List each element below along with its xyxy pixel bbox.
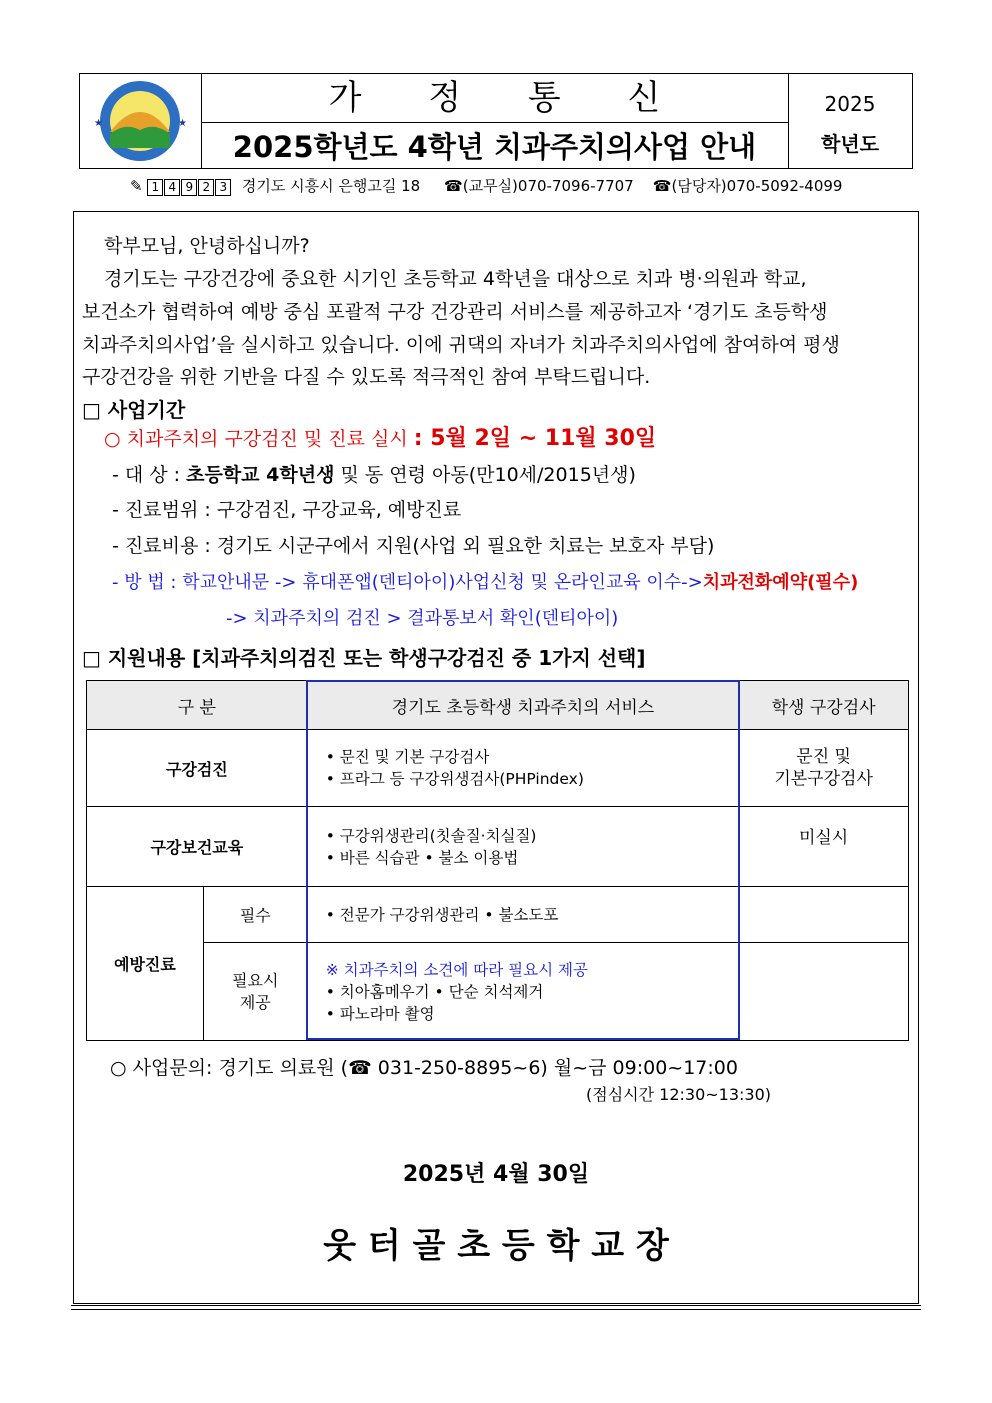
student-cell: 미실시 — [739, 807, 909, 887]
intro-line-2: 보건소가 협력하여 예방 중심 포괄적 구강 건강관리 서비스를 제공하고자 ‘경기도 초등학생 — [82, 301, 828, 323]
school-year — [788, 74, 912, 168]
zip-digit: 1 — [147, 179, 163, 196]
cost-line: - 진료비용 : 경기도 시군구에서 지원(사업 외 필요한 치료는 보호자 부담) — [112, 535, 715, 557]
method-continuation: -> 치과주치의 검진 > 결과통보서 확인(덴티아이) — [226, 608, 619, 629]
sub-label-line: 필요시 — [232, 970, 279, 990]
school-logo-cell — [80, 74, 202, 168]
bottom-double-rule — [71, 1305, 921, 1310]
zip-digit: 4 — [164, 179, 180, 196]
student-cell — [739, 943, 909, 1041]
service-item: • 프라그 등 구강위생검사(PHPindex) — [325, 770, 584, 788]
method-red: 치과전화예약(필수) — [702, 572, 859, 593]
school-address-line — [130, 175, 842, 196]
service-cell — [307, 943, 739, 1041]
header-titles — [201, 74, 789, 168]
circle-bullet: ○ — [104, 428, 121, 450]
support-table — [86, 680, 909, 1041]
service-cell — [307, 730, 739, 807]
method-line — [112, 566, 858, 599]
zip-digit: 3 — [215, 179, 231, 196]
letter-header — [79, 73, 913, 169]
table-row — [87, 730, 909, 807]
intro-line-3: 치과주치의사업’을 실시하고 있습니다. 이에 귀댁의 자녀가 치과주치의사업에 참여하여 평생 — [82, 334, 840, 356]
service-item: • 치아홈메우기 • 단순 치석제거 — [325, 982, 544, 1001]
principal-signature: 웃 터 골 초 등 학 교 장 — [323, 1226, 669, 1266]
col-student: 학생 구강검사 — [739, 681, 909, 730]
row-label: 구강보건교육 — [87, 807, 308, 887]
target-bold: 초등학교 4학년생 — [186, 464, 335, 486]
office-phone: ☎(교무실)070-7096-7707 — [444, 177, 634, 195]
table-header-row — [87, 681, 909, 730]
sub-label — [203, 943, 307, 1041]
period-heading: □ 사업기간 — [82, 398, 186, 422]
svg-text:★: ★ — [178, 118, 187, 129]
target-label: - 대 상 : — [112, 464, 187, 486]
lunch-time: (점심시간 12:30~13:30) — [586, 1085, 772, 1104]
year-suffix: 학년도 — [821, 132, 879, 156]
student-cell — [739, 730, 909, 807]
school-logo — [80, 74, 201, 167]
period-label: 치과주치의 구강검진 및 진료 실시 — [126, 428, 414, 450]
service-item: • 바른 식습관 • 불소 이용법 — [325, 848, 519, 867]
method-text: 학교안내문 -> 휴대폰앱(덴티아이)사업신청 및 온라인교육 이수-> — [182, 572, 703, 593]
inquiry-line: ○ 사업문의: 경기도 의료원 (☎ 031-250-8895~6) 월~금 09:00~17:00 — [110, 1057, 738, 1079]
period-line — [104, 422, 656, 456]
student-item: 문진 및 — [796, 747, 851, 767]
student-item: 기본구강검사 — [774, 769, 873, 789]
method-label: - 방 법 : — [112, 572, 183, 593]
target-rest: 및 동 연령 아동(만10세/2015년생) — [334, 464, 636, 486]
period-dates: : 5월 2일 ~ 11월 30일 — [413, 426, 657, 451]
notice-subtitle: 2025학년도 4학년 치과주치의사업 안내 — [232, 130, 757, 164]
service-cell — [307, 807, 739, 887]
manager-phone: ☎(담당자)070-5092-4099 — [652, 177, 843, 195]
target-line — [112, 459, 636, 492]
service-cell: • 전문가 구강위생관리 • 불소도포 — [307, 887, 739, 943]
intro-line-1: 경기도는 구강건강에 중요한 시기인 초등학교 4학년을 대상으로 치과 병·의원과 학교, — [104, 268, 807, 290]
greeting: 학부모님, 안녕하십니까? — [104, 235, 310, 257]
intro-line-4: 구강건강을 위한 기반을 다질 수 있도록 적극적인 참여 부탁드립니다. — [82, 366, 651, 388]
service-item: • 구강위생관리(칫솔질·치실질) — [325, 826, 537, 845]
service-note: ※ 치과주치의 소견에 따라 필요시 제공 — [325, 960, 588, 979]
row-label: 구강검진 — [87, 730, 308, 807]
pen-icon: ✎ — [130, 177, 143, 195]
sub-label: 필수 — [203, 887, 307, 943]
svg-text:★: ★ — [94, 118, 103, 129]
zip-digit: 2 — [198, 179, 214, 196]
col-service: 경기도 초등학생 치과주치의 서비스 — [307, 681, 739, 730]
student-cell — [739, 887, 909, 943]
table-row — [87, 887, 909, 943]
table-row — [87, 943, 909, 1041]
support-heading: □ 지원내용 [치과주치의검진 또는 학생구강검진 중 1가지 선택] — [82, 646, 646, 670]
table-row — [87, 807, 909, 887]
zip-digit: 9 — [181, 179, 197, 196]
sub-label-line: 제공 — [239, 992, 271, 1012]
letter-date: 2025년 4월 30일 — [402, 1162, 590, 1187]
row-label: 예방진료 — [87, 887, 204, 1041]
year-number: 2025 — [824, 92, 876, 116]
service-item: • 파노라마 촬영 — [325, 1004, 435, 1023]
scope-line: - 진료범위 : 구강검진, 구강교육, 예방진료 — [112, 499, 462, 521]
street-address: 경기도 시흥시 은행고길 18 — [241, 177, 421, 195]
newsletter-title: 가 정 통 신 — [201, 74, 788, 123]
col-category: 구 분 — [87, 681, 308, 730]
service-item: • 문진 및 기본 구강검사 — [325, 748, 490, 766]
